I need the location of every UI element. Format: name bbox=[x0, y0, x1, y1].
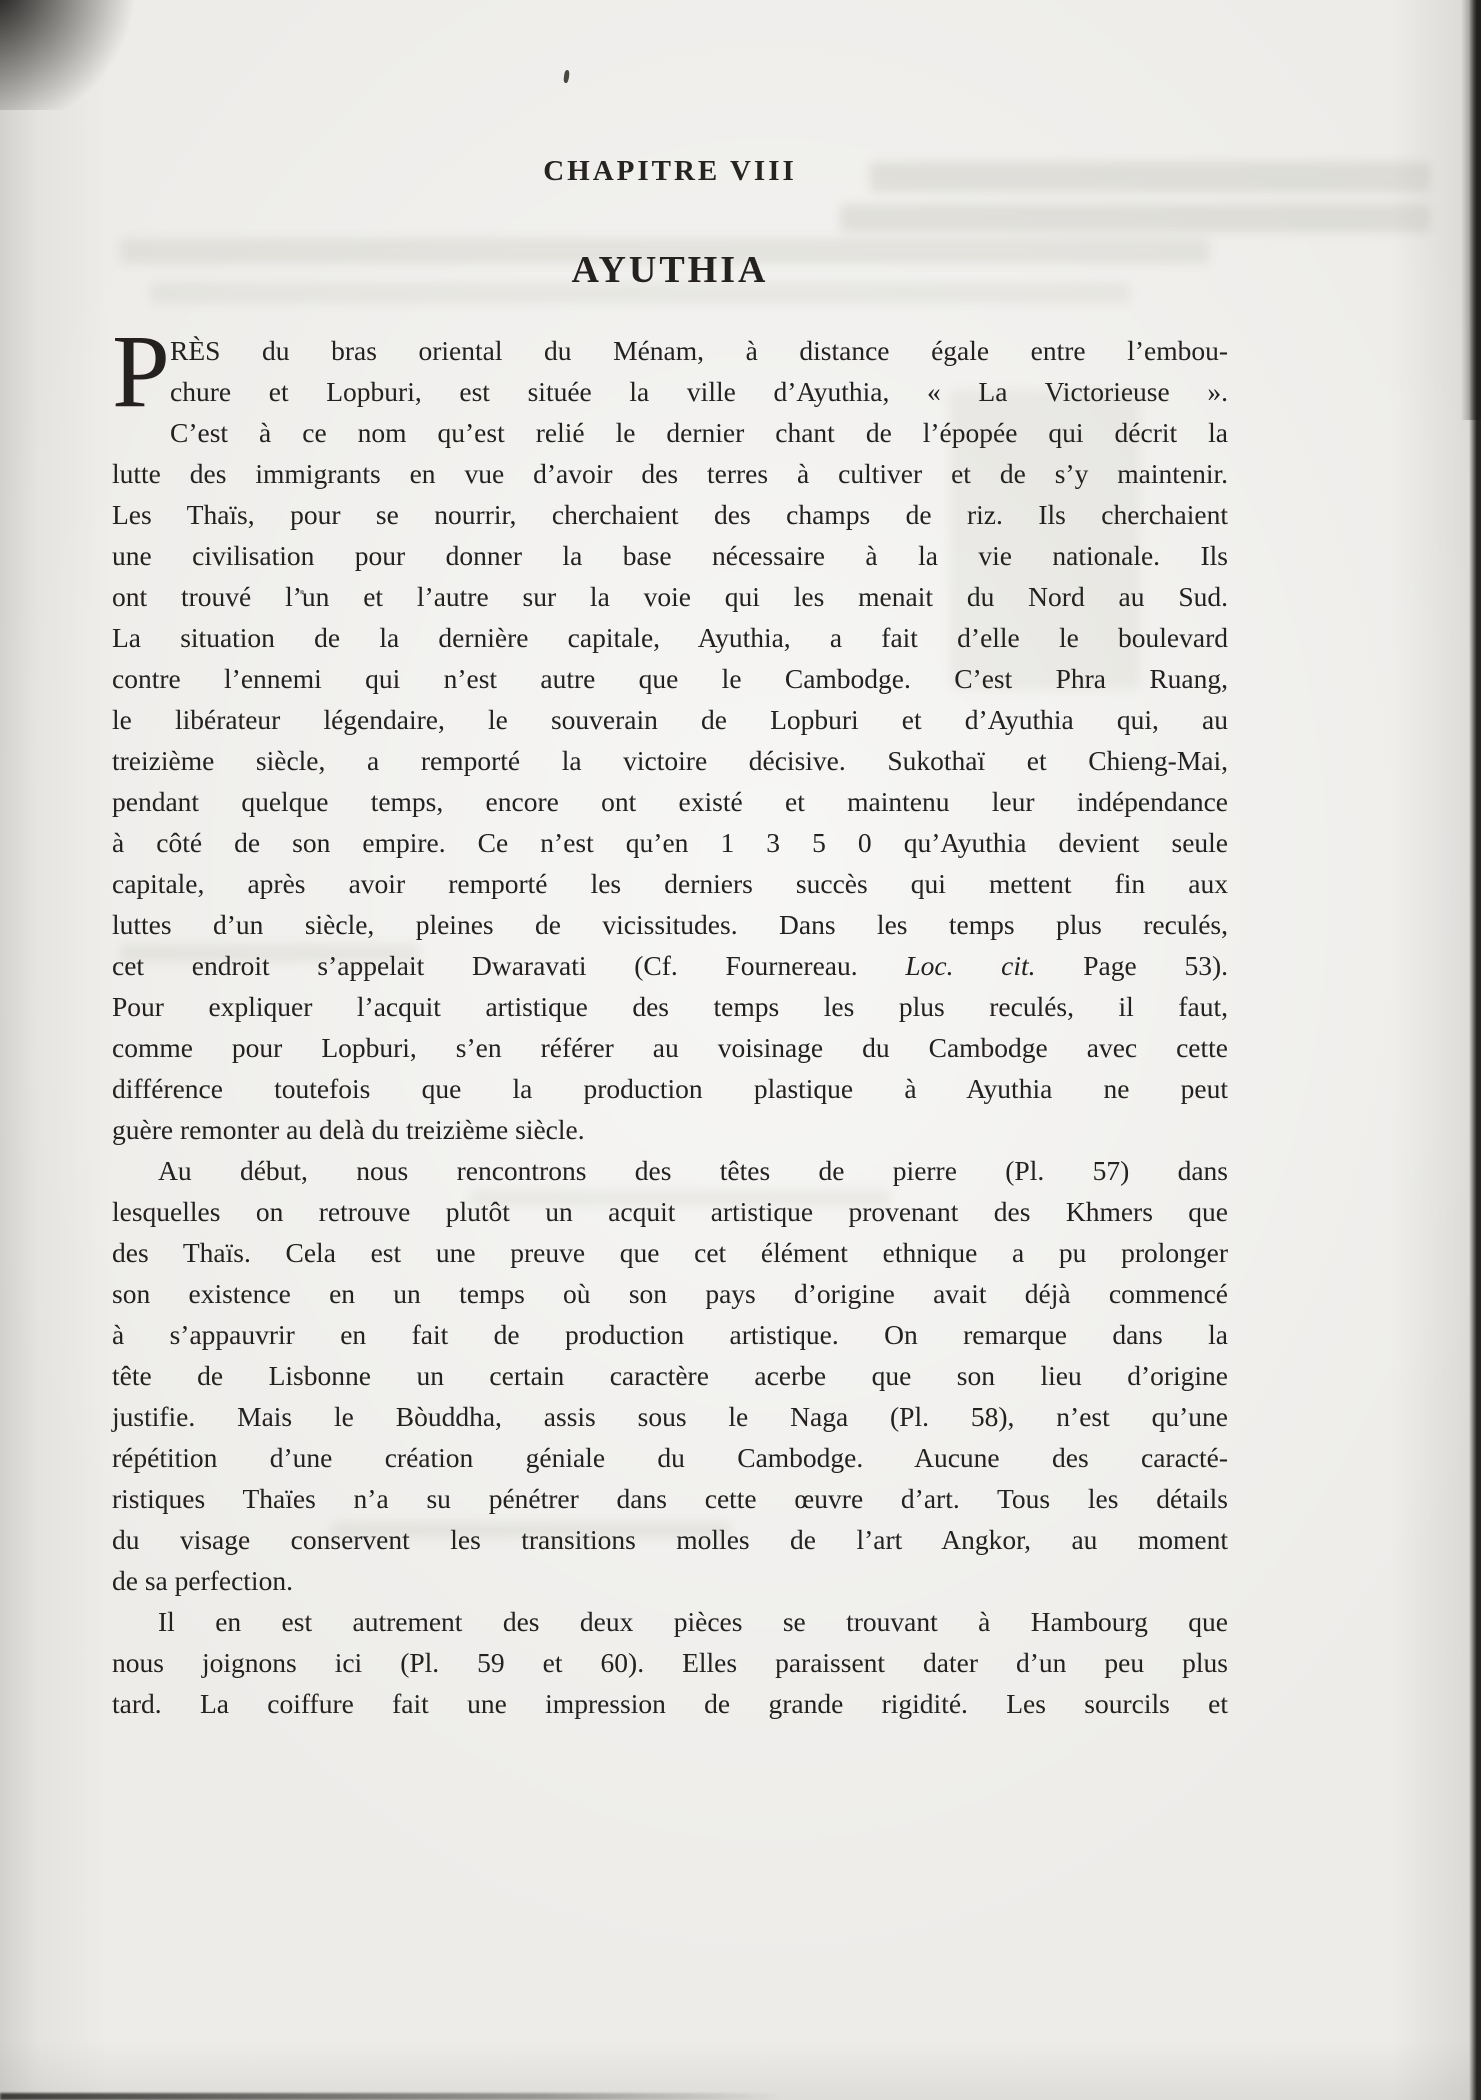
scan-bottom-shadow bbox=[0, 2093, 780, 2100]
text-line: ristiques Thaïes n’a su pénétrer dans cette œuvre d’art. Tous les détails bbox=[112, 1483, 1228, 1514]
text-line: tête de Lisbonne un certain caractère acerbe que son lieu d’origine bbox=[112, 1360, 1228, 1391]
text-line: Il en est autrement des deux pièces se trouvant à Hambourg que bbox=[158, 1606, 1228, 1637]
paragraph bbox=[112, 1150, 1228, 1601]
text-line: lesquelles on retrouve plutôt un acquit artistique provenant des Khmers que bbox=[112, 1196, 1228, 1227]
text-segment: cet endroit s’appelait Dwaravati (Cf. Fournereau. bbox=[112, 950, 906, 981]
text-line: du visage conservent les transitions molles de l’art Angkor, au moment bbox=[112, 1524, 1228, 1555]
text-line: différence toutefois que la production plastique à Ayuthia ne peut bbox=[112, 1073, 1228, 1104]
ink-speck bbox=[563, 70, 570, 84]
text-line: des Thaïs. Cela est une preuve que cet élément ethnique a pu prolonger bbox=[112, 1237, 1228, 1268]
paragraph bbox=[112, 314, 1228, 1150]
page-title: AYUTHIA bbox=[571, 249, 769, 291]
text-line: C’est à ce nom qu’est relié le dernier chant de l’épopée qui décrit la bbox=[170, 417, 1228, 448]
text-line: luttes d’un siècle, pleines de vicissitudes. Dans les temps plus reculés, bbox=[112, 909, 1228, 940]
text-line: Pour expliquer l’acquit artistique des temps les plus reculés, il faut, bbox=[112, 991, 1228, 1022]
italic-citation: Loc. cit. bbox=[905, 950, 1036, 981]
chapter-heading: CHAPITRE VIII bbox=[543, 155, 797, 187]
scan-corner-shadow bbox=[0, 0, 150, 110]
bleed-through-smudge bbox=[840, 204, 1430, 232]
text-line: chure et Lopburi, est située la ville d’Ayuthia, « La Victorieuse ». bbox=[170, 376, 1228, 407]
text-line: capitale, après avoir remporté les derniers succès qui mettent fin aux bbox=[112, 868, 1228, 899]
text-line: à côté de son empire. Ce n’est qu’en 1 3 5 0 qu’Ayuthia devient seule bbox=[112, 827, 1228, 858]
text-line: contre l’ennemi qui n’est autre que le Cambodge. C’est Phra Ruang, bbox=[112, 663, 1228, 694]
text-segment: Page 53). bbox=[1035, 950, 1228, 981]
text-line: pendant quelque temps, encore ont existé et maintenu leur indépendance bbox=[112, 786, 1228, 817]
text-line: son existence en un temps où son pays d’origine avait déjà commencé bbox=[112, 1278, 1228, 1309]
text-line: nous joignons ici (Pl. 59 et 60). Elles paraissent dater d’un peu plus bbox=[112, 1647, 1228, 1678]
paragraph bbox=[112, 1601, 1228, 1724]
text-line: ont trouvé l’un et l’autre sur la voie qui les menait du Nord au Sud. bbox=[112, 581, 1228, 612]
text-line: justifie. Mais le Bòuddha, assis sous le Naga (Pl. 58), n’est qu’une bbox=[112, 1401, 1228, 1432]
text-line: lutte des immigrants en vue d’avoir des terres à cultiver et de s’y maintenir. bbox=[112, 458, 1228, 489]
text-line: le libérateur légendaire, le souverain de Lopburi et d’Ayuthia qui, au bbox=[112, 704, 1228, 735]
text-line: guère remonter au delà du treizième siècle. bbox=[112, 1114, 585, 1145]
text-line: RÈS du bras oriental du Ménam, à distance égale entre l’embou- bbox=[170, 335, 1228, 366]
text-line: à s’appauvrir en fait de production artistique. On remarque dans la bbox=[112, 1319, 1228, 1350]
text-line: Au début, nous rencontrons des têtes de pierre (Pl. 57) dans bbox=[158, 1155, 1228, 1186]
text-line: de sa perfection. bbox=[112, 1565, 293, 1596]
text-line: une civilisation pour donner la base nécessaire à la vie nationale. Ils bbox=[112, 540, 1228, 571]
body-text bbox=[112, 314, 1228, 1724]
text-line: tard. La coiffure fait une impression de grande rigidité. Les sourcils et bbox=[112, 1688, 1228, 1719]
text-line: treizième siècle, a remporté la victoire décisive. Sukothaï et Chieng-Mai, bbox=[112, 745, 1228, 776]
text-line: La situation de la dernière capitale, Ayuthia, a fait d’elle le boulevard bbox=[112, 622, 1228, 653]
text-line: répétition d’une création géniale du Cambodge. Aucune des caracté- bbox=[112, 1442, 1228, 1473]
drop-cap: P bbox=[112, 314, 170, 429]
text-line: comme pour Lopburi, s’en référer au voisinage du Cambodge avec cette bbox=[112, 1032, 1228, 1063]
text-line: Les Thaïs, pour se nourrir, cherchaient des champs de riz. Ils cherchaient bbox=[112, 499, 1228, 530]
page-edge-shadow-top bbox=[1461, 0, 1481, 420]
text-line bbox=[112, 945, 1228, 986]
